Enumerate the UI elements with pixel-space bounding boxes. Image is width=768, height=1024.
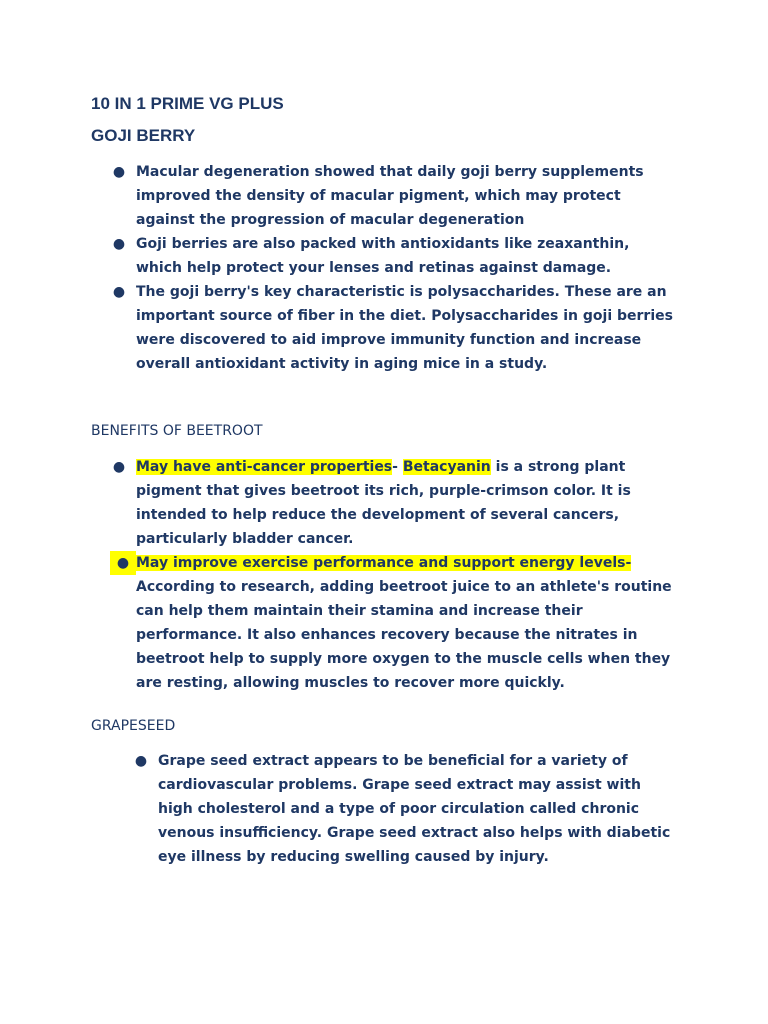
beetroot-list: [112, 455, 676, 695]
list-item: [112, 232, 676, 280]
bullet-icon: ●: [134, 753, 148, 769]
beetroot-bullet-1-highlight-a: May have anti-cancer properties: [136, 459, 393, 475]
bullet-icon: ●: [112, 284, 126, 300]
beetroot-bullet-2-highlight: May improve exercise performance and support energy levels-: [136, 555, 632, 571]
list-item: [112, 160, 676, 232]
goji-bullet-1-text: Macular degeneration showed that daily goji berry supplements improved the density of macular pigment, which may protect against the progression of macular degeneration: [136, 164, 644, 228]
bullet-icon: ●: [112, 164, 126, 180]
list-item: [112, 455, 676, 551]
goji-bullet-2-text: Goji berries are also packed with antioxidants like zeaxanthin, which help protect your lenses and retinas against damage.: [136, 236, 630, 276]
bullet-icon: ●: [112, 459, 126, 475]
beetroot-bullet-2-text: According to research, adding beetroot juice to an athlete's routine can help them maintain their stamina and increase their performance. It also enhances recovery because the nitrates in beetroot help to supply more oxygen to the muscle cells when they are resting, allowing muscles to recover more quickly.: [136, 579, 672, 691]
beetroot-heading: BENEFITS OF BEETROOT: [91, 423, 263, 439]
goji-bullet-3-text: The goji berry's key characteristic is polysaccharides. These are an important source of fiber in the diet. Polysaccharides in goji berries were discovered to aid improve immunity function and increase overall antioxidant activity in aging mice in a study.: [136, 284, 673, 372]
goji-berry-heading: GOJI BERRY: [91, 126, 196, 145]
document-title: 10 IN 1 PRIME VG PLUS: [91, 94, 284, 113]
grapeseed-heading: GRAPESEED: [91, 718, 176, 734]
grapeseed-bullet-1-text: Grape seed extract appears to be beneficial for a variety of cardiovascular problems. Grape seed extract may assist with high cholesterol and a type of poor circulation called chronic venous insufficiency. Grape seed extract also helps with diabetic eye illness by reducing swelling caused by injury.: [158, 753, 671, 865]
grapeseed-list: [134, 749, 680, 869]
beetroot-bullet-1-dash: -: [392, 459, 403, 475]
bullet-icon: ●: [112, 236, 126, 252]
list-item: [134, 749, 680, 869]
list-item: [112, 280, 676, 376]
list-item: [116, 551, 676, 695]
goji-berry-list: [112, 160, 676, 376]
beetroot-bullet-1-text: is a strong plant pigment that gives beetroot its rich, purple-crimson color. It is intended to help reduce the development of several cancers, particularly bladder cancer.: [136, 459, 631, 547]
bullet-icon: ●: [110, 551, 136, 575]
beetroot-bullet-1-highlight-b: Betacyanin: [402, 459, 491, 475]
